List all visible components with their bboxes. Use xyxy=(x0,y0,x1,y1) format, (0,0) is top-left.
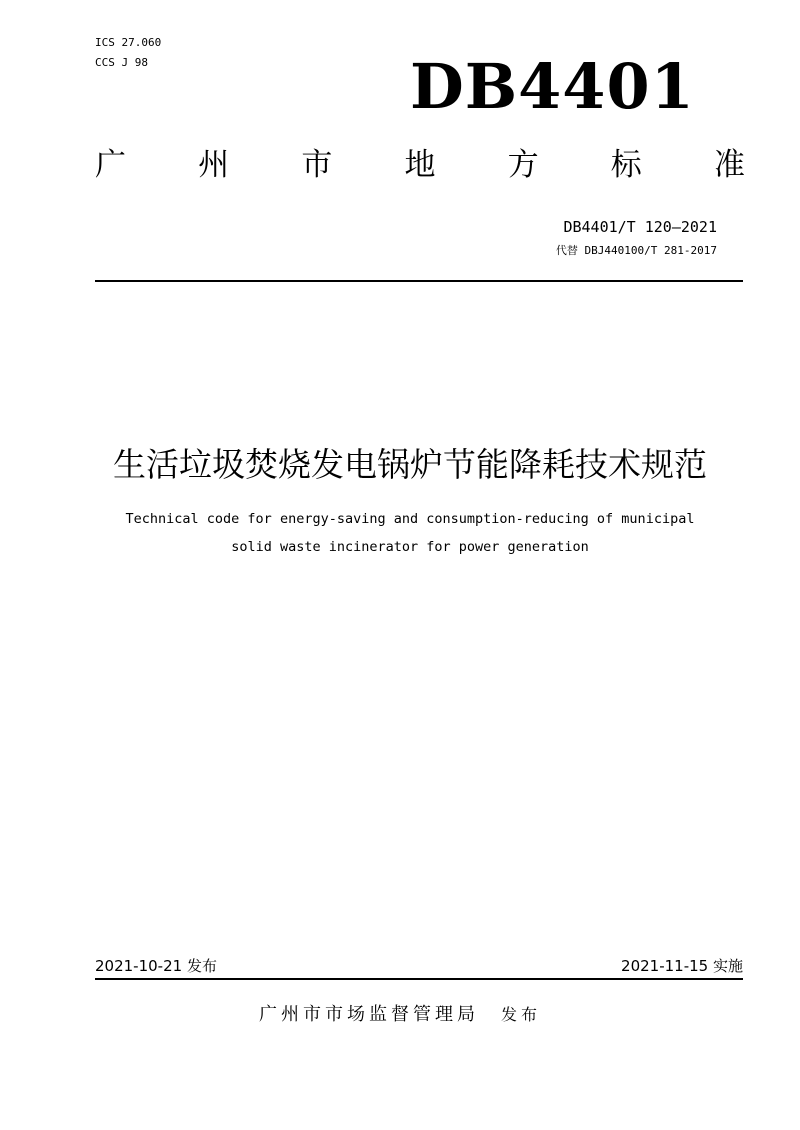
issue-date: 2021-10-21 发布 xyxy=(95,957,217,975)
ics-code: ICS 27.060 xyxy=(95,36,162,49)
implementation-date: 2021-11-15 实施 xyxy=(621,957,743,975)
publisher: 广州市市场监督管理局 xyxy=(258,1004,479,1025)
title-chinese: 生活垃圾焚烧发电锅炉节能降耗技术规范 xyxy=(113,445,707,484)
classification-codes xyxy=(95,33,161,73)
title-english xyxy=(40,505,780,561)
title-english-line: Technical code for energy-saving and consumption-reducing of municipal xyxy=(125,511,695,527)
title-english-line: solid waste incinerator for power generation xyxy=(231,539,589,555)
standard-type-char: 地 xyxy=(404,147,436,183)
publisher-line xyxy=(0,1002,800,1028)
standard-type-char: 州 xyxy=(198,147,230,183)
standard-type-char: 方 xyxy=(507,147,539,183)
replaces-standard: 代替 DBJ440100/T 281-2017 xyxy=(555,244,717,257)
ccs-code: CCS J 98 xyxy=(95,56,148,69)
footer-divider xyxy=(95,978,743,980)
standard-number: DB4401/T 120—2021 xyxy=(563,218,717,236)
standard-prefix: DB4401 xyxy=(410,50,695,123)
header-divider xyxy=(95,280,743,282)
standard-type-char: 市 xyxy=(301,147,333,183)
standard-type-char: 广 xyxy=(95,147,126,183)
standard-type-char: 标 xyxy=(610,147,642,183)
standard-type-char: 准 xyxy=(713,147,745,183)
publish-word: 发布 xyxy=(500,1005,541,1024)
standard-type xyxy=(95,140,745,190)
